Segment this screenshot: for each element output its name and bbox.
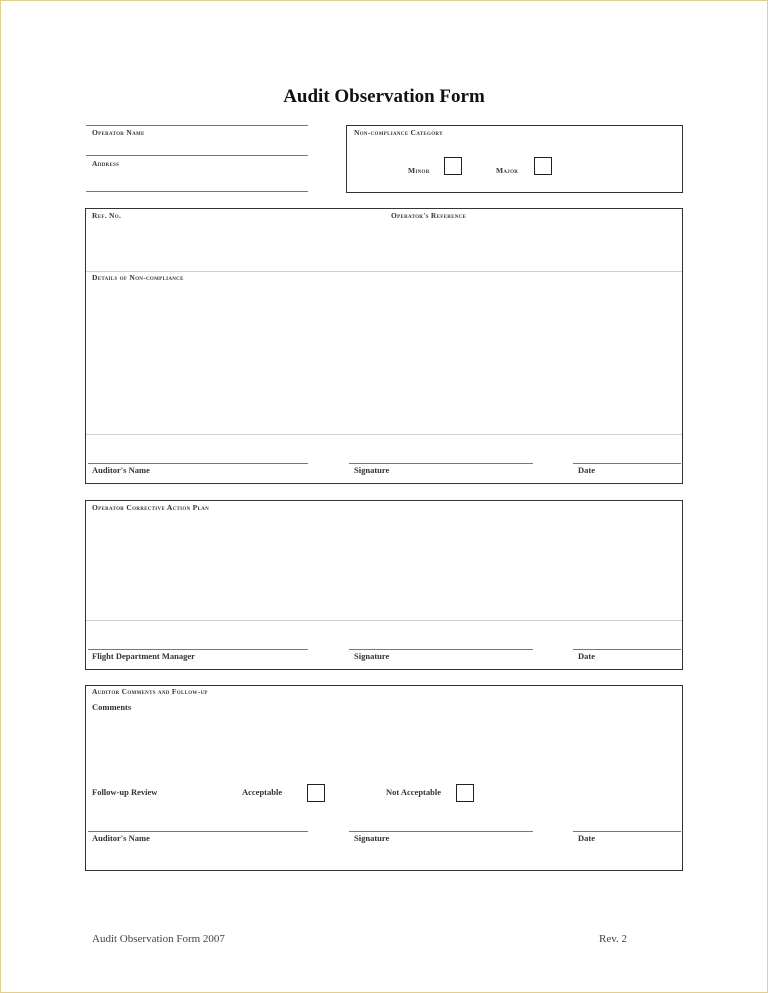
not-acceptable-label: Not Acceptable xyxy=(386,787,442,797)
manager-label: Flight Department Manager xyxy=(92,651,195,661)
minor-label: Minor xyxy=(408,166,430,175)
auditor-comments-label: Auditor Comments and Follow-up xyxy=(92,687,208,696)
operator-name-label: Operator Name xyxy=(92,128,145,137)
auditor-name-field[interactable] xyxy=(88,463,308,464)
details-label: Details of Non-compliance xyxy=(92,273,184,282)
non-compliance-section xyxy=(85,208,683,484)
date-field[interactable] xyxy=(573,463,681,464)
ref-no-label: Ref. No. xyxy=(92,211,122,220)
operator-name-top-line xyxy=(86,125,308,126)
category-label: Non-compliance Category xyxy=(354,128,444,137)
footer-revision: Rev. 2 xyxy=(599,933,628,945)
corrective-divider xyxy=(86,620,682,621)
major-checkbox[interactable] xyxy=(534,157,552,175)
page-title: Audit Observation Form xyxy=(283,86,485,107)
signature-field-3[interactable] xyxy=(349,831,533,832)
date-label-3: Date xyxy=(578,833,595,843)
signature-field-2[interactable] xyxy=(349,649,533,650)
corrective-action-label: Operator Corrective Action Plan xyxy=(92,503,209,512)
signature-label: Signature xyxy=(354,465,390,475)
auditor-name-label-3: Auditor's Name xyxy=(92,833,150,843)
auditor-name-label: Auditor's Name xyxy=(92,465,150,475)
ref-divider xyxy=(86,271,682,272)
footer-form-name: Audit Observation Form 2007 xyxy=(92,933,225,945)
minor-checkbox[interactable] xyxy=(444,157,462,175)
date-field-3[interactable] xyxy=(573,831,681,832)
signature-field[interactable] xyxy=(349,463,533,464)
acceptable-label: Acceptable xyxy=(242,787,283,797)
followup-review-label: Follow-up Review xyxy=(92,787,158,797)
acceptable-checkbox[interactable] xyxy=(307,784,325,802)
corrective-action-section xyxy=(85,500,683,670)
auditor-name-field-3[interactable] xyxy=(88,831,308,832)
details-divider xyxy=(86,434,682,435)
auditor-comments-section xyxy=(85,685,683,871)
comments-label: Comments xyxy=(92,702,132,712)
not-acceptable-checkbox[interactable] xyxy=(456,784,474,802)
date-label-2: Date xyxy=(578,651,595,661)
date-label: Date xyxy=(578,465,595,475)
signature-label-3: Signature xyxy=(354,833,390,843)
address-label: Address xyxy=(92,159,120,168)
major-label: Major xyxy=(496,166,519,175)
date-field-2[interactable] xyxy=(573,649,681,650)
address-field[interactable] xyxy=(86,191,308,192)
manager-field[interactable] xyxy=(88,649,308,650)
operator-name-field[interactable] xyxy=(86,155,308,156)
operator-reference-label: Operator's Reference xyxy=(391,211,467,220)
signature-label-2: Signature xyxy=(354,651,390,661)
